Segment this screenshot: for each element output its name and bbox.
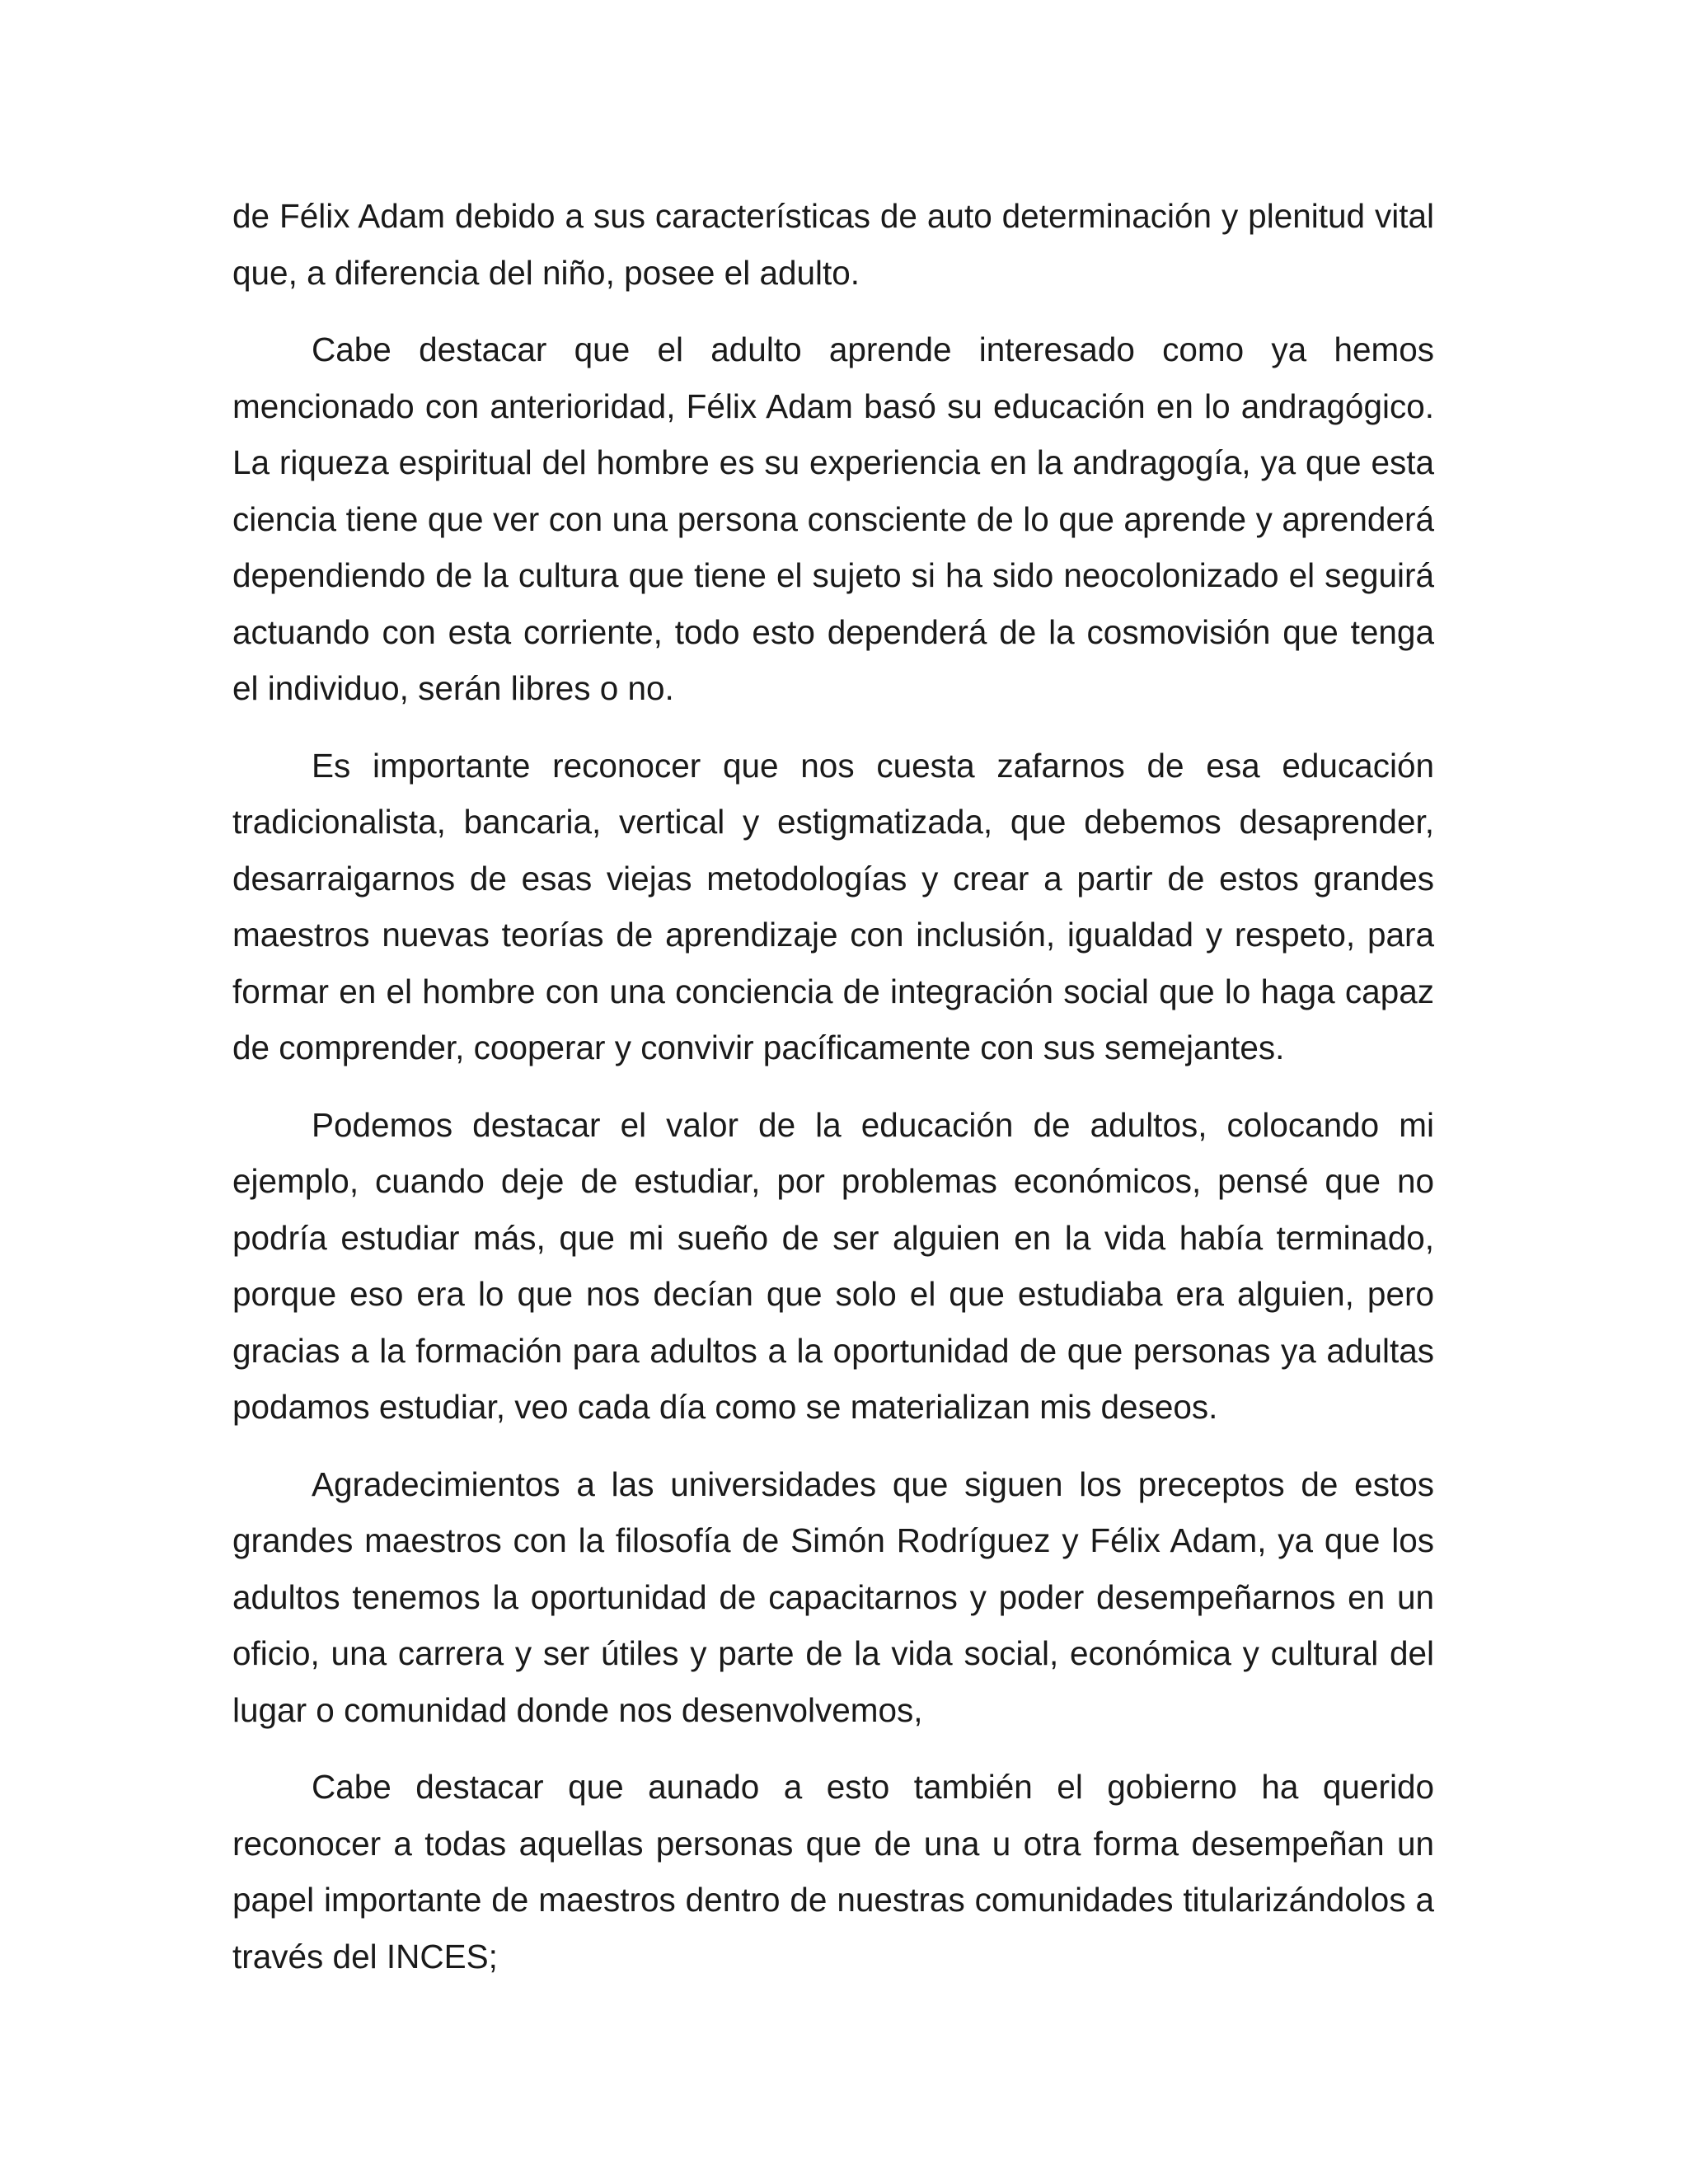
document-page [232,188,1434,1985]
paragraph-1: de Félix Adam debido a sus características de auto determinación y plenitud vital que, a diferencia del niño, posee el adulto. [232,197,1434,292]
paragraph-5: Agradecimientos a las universidades que siguen los preceptos de estos grandes maestros con la filosofía de Simón Rodríguez y Félix Adam, ya que los adultos tenemos la oportunidad de capacitarnos y poder desempeñarnos en un oficio, una carrera y ser útiles y parte de la vida social, económica y cultural del lugar o comunidad donde nos desenvolvemos, [232,1465,1434,1729]
paragraph-6: Cabe destacar que aunado a esto también el gobierno ha querido reconocer a todas aquellas personas que de una u otra forma desempeñan un papel importante de maestros dentro de nuestras comunidades titularizándolos a través del INCES; [232,1768,1434,1975]
paragraph-4: Podemos destacar el valor de la educación de adultos, colocando mi ejemplo, cuando deje de estudiar, por problemas económicos, pensé que no podría estudiar más, que mi sueño de ser alguien en la vida había terminado, porque eso era lo que nos decían que solo el que estudiaba era alguien, pero gracias a la formación para adultos a la oportunidad de que personas ya adultas podamos estudiar, veo cada día como se materializan mis deseos. [232,1105,1434,1426]
paragraph-2: Cabe destacar que el adulto aprende interesado como ya hemos mencionado con anterioridad, Félix Adam basó su educación en lo andragógico. La riqueza espiritual del hombre es su experiencia en la andragogía, ya que esta ciencia tiene que ver con una persona consciente de lo que aprende y aprenderá dependiendo de la cultura que tiene el sujeto si ha sido neocolonizado el seguirá actuando con esta corriente, todo esto dependerá de la cosmovisión que tenga el individuo, serán libres o no. [232,330,1434,707]
paragraph-3: Es importante reconocer que nos cuesta zafarnos de esa educación tradicionalista, bancaria, vertical y estigmatizada, que debemos desaprender, desarraigarnos de esas viejas metodologías y crear a partir de estos grandes maestros nuevas teorías de aprendizaje con inclusión, igualdad y respeto, para formar en el hombre con una conciencia de integración social que lo haga capaz de comprender, cooperar y convivir pacíficamente con sus semejantes. [232,746,1434,1066]
